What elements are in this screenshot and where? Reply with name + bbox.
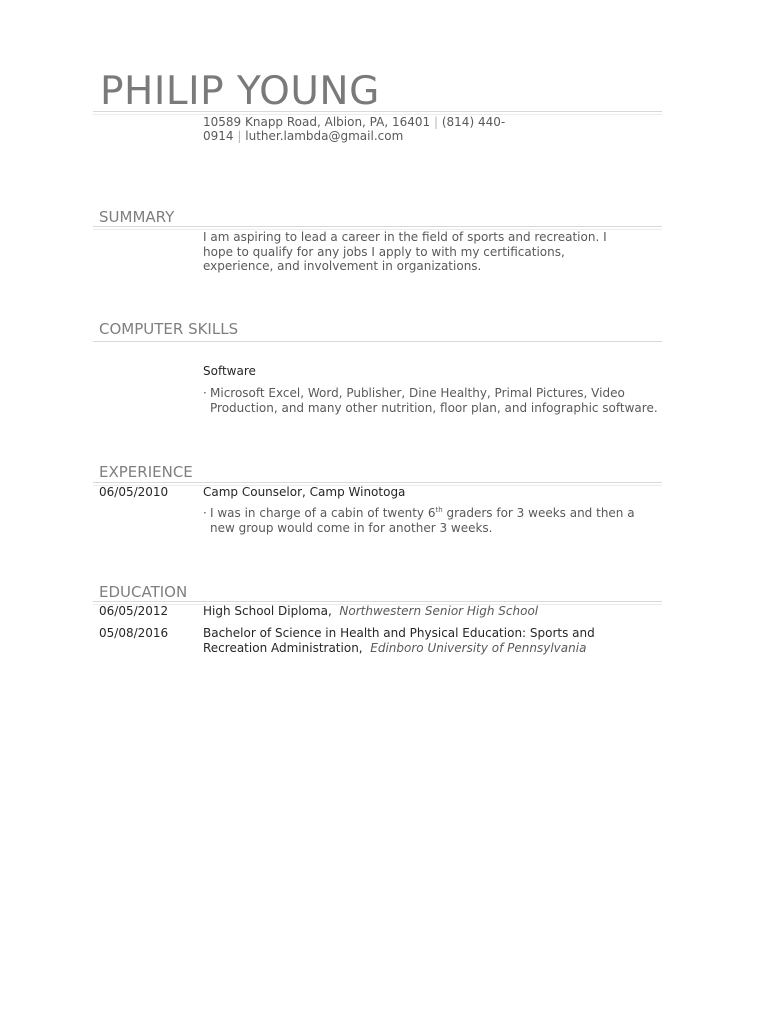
experience-title: Camp Counselor, Camp Winotoga (203, 485, 406, 499)
skill-category: Software (203, 364, 256, 378)
summary-heading: SUMMARY (99, 208, 175, 226)
computer-skills-heading: COMPUTER SKILLS (99, 320, 239, 338)
education-heading: EDUCATION (99, 583, 188, 601)
education-entry (203, 626, 623, 655)
experience-desc (203, 506, 643, 535)
education-institution: Northwestern Senior High School (339, 604, 539, 618)
summary-rule (93, 226, 662, 227)
education-entry (203, 604, 623, 619)
bullet-marker: · (203, 386, 207, 400)
education-rule (93, 601, 662, 602)
contact-separator: | (433, 115, 439, 129)
summary-text: I am aspiring to lead a career in the field of sports and recreation. I hope to qualify for any jobs I apply to with my certifications, experience, and involvement in organizations. (203, 230, 607, 273)
bullet-marker: · (203, 506, 207, 520)
education-institution: Edinboro University of Pennsylvania (370, 640, 587, 655)
experience-rule (93, 482, 662, 483)
education-degree: Bachelor of Science in Health and Physical Education: Sports and Recreation Administration, (203, 626, 595, 655)
skill-list-item (203, 386, 663, 415)
ordinal-suffix: th (435, 506, 443, 514)
candidate-name: PHILIP YOUNG (100, 69, 380, 114)
experience-desc-start: I was in charge of a cabin of twenty 6 (210, 506, 436, 520)
education-date: 06/05/2012 (99, 604, 169, 618)
contact-email: luther.lambda@gmail.com (245, 129, 404, 143)
experience-desc-item (203, 506, 643, 535)
contact-info (203, 115, 523, 143)
contact-separator: | (237, 129, 242, 143)
experience-desc-end: graders for 3 weeks and then a new group would come in for another 3 weeks. (210, 506, 635, 535)
experience-date: 06/05/2010 (99, 485, 169, 499)
experience-heading: EXPERIENCE (99, 463, 193, 481)
contact-address: 10589 Knapp Road, Albion, PA, 16401 (203, 115, 431, 129)
computer-skills-rule (93, 341, 662, 342)
name-rule (93, 111, 662, 112)
education-date: 05/08/2016 (99, 626, 169, 640)
education-degree: High School Diploma, (203, 604, 332, 618)
skill-item-text: Microsoft Excel, Word, Publisher, Dine Healthy, Primal Pictures, Video Production, and many other nutrition, floor plan, and infographic software. (210, 386, 658, 415)
contact-phone: (814) 440-0914 (203, 115, 506, 143)
